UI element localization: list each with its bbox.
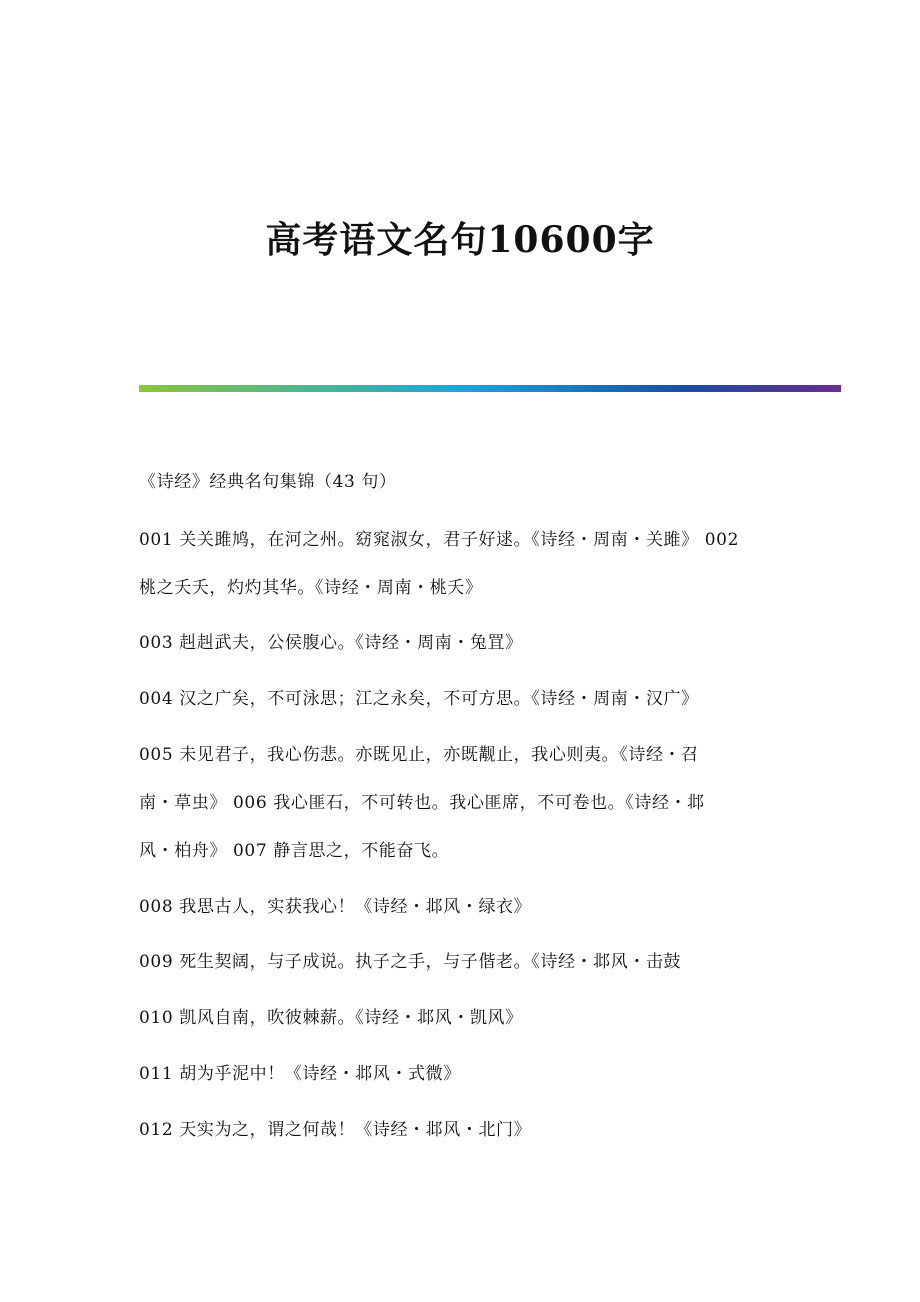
text-line: 南・草虫》 006 我心匪石，不可转也。我心匪席，不可卷也。《诗经・邶 [139, 793, 705, 813]
text-line: 011 胡为乎泥中！《诗经・邶风・式微》 [139, 1064, 461, 1084]
section-heading: 《诗经》经典名句集锦（43 句） [139, 472, 397, 492]
title-divider [139, 385, 841, 392]
text-line: 004 汉之广矣，不可泳思；江之永矣，不可方思。《诗经・周南・汉广》 [139, 689, 699, 709]
text-line: 001 关关雎鸠，在河之州。窈窕淑女，君子好逑。《诗经・周南・关雎》 002 [139, 530, 740, 550]
text-line: 003 赳赳武夫，公侯腹心。《诗经・周南・兔罝》 [139, 633, 523, 653]
text-line: 009 死生契阔，与子成说。执子之手，与子偕老。《诗经・邶风・击鼓 [139, 952, 682, 972]
text-line: 风・柏舟》 007 静言思之，不能奋飞。 [139, 841, 450, 861]
text-line: 008 我思古人，实获我心！《诗经・邶风・绿衣》 [139, 897, 532, 917]
text-line: 010 凯风自南，吹彼棘薪。《诗经・邶风・凯风》 [139, 1008, 523, 1028]
text-line: 桃之夭夭，灼灼其华。《诗经・周南・桃夭》 [139, 578, 483, 598]
text-line: 005 未见君子，我心伤悲。亦既见止，亦既觏止，我心则夷。《诗经・召 [139, 745, 699, 765]
text-line: 012 天实为之，谓之何哉！《诗经・邶风・北门》 [139, 1120, 532, 1140]
document-title: 高考语文名句10600字 [265, 219, 655, 261]
